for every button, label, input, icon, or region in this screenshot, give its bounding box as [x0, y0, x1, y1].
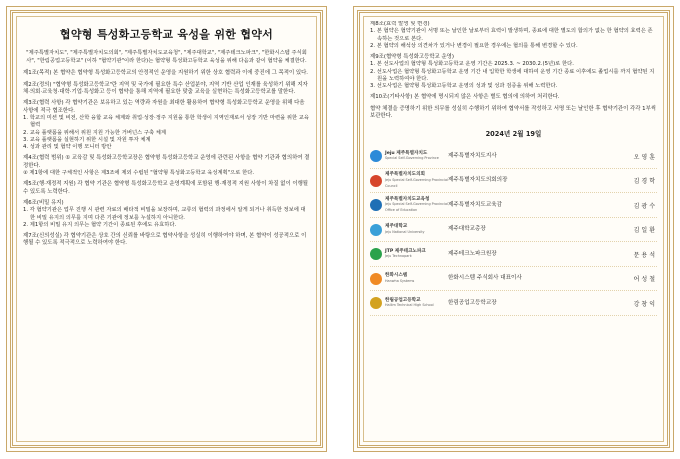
article-item: 3. 선도사업은 협약형 특성화고등학교 운영의 성과 및 성과 검증을 위해 노력한다.: [370, 83, 558, 90]
article-item: 2. 교육 플랫폼을 위해서 위원 지원 가능한 거버넌스 구축 체계: [23, 129, 167, 136]
logo-subtitle: Hanwha Systems: [385, 278, 415, 283]
signature-block: [370, 144, 657, 316]
article-text: 제3조(협력 사항) 각 협약기관은 보유하고 있는 역량과 자원을 최대한 활용하여 협약형 특성화고등학교 운영을 위해 다음 사항에 적극 협조한다.: [23, 100, 305, 114]
signatory-title: 한림공업고등학교장: [448, 299, 497, 306]
article: [23, 155, 310, 177]
article-text: 제7조(신의성실) 각 협약기관은 상호 간의 신뢰를 바탕으로 협약사항을 성실히 이행하여야 하며, 본 협약이 성공적으로 이행될 수 있도록 적극적으로 노력하여야 한다.: [23, 233, 307, 247]
article-item: 4. 성과 관리 및 협약 이행 모니터 방안: [23, 144, 112, 151]
institution-logo: [370, 224, 448, 236]
logo-name: JTP 제주테크노파크: [385, 248, 426, 254]
logo-text: [385, 197, 448, 214]
logo-name: Jeju 제주특별자치도: [385, 150, 428, 156]
article: [370, 94, 657, 101]
article-text: 제4조(협력 범위) ① 교육감 및 특성화고등학교장은 협약형 특성화고등학교 운영에 관련된 사항을 협약 기관과 협의하여 결정한다.: [23, 155, 310, 169]
article-text: 제1조(목적) 본 협약은 협약형 특성화고등학교의 안정적인 운영을 지원하기 위한 상호 협력과 이에 중진에 그 목적이 있다.: [23, 70, 309, 77]
signatory-name: 김광수: [633, 202, 657, 210]
logo-name: 제주특별자치도교육청: [385, 196, 430, 202]
signatory-title: 제주대학교총장: [448, 226, 486, 233]
signatory-name: 오영훈: [633, 153, 657, 161]
article-items: [23, 207, 310, 229]
article: [370, 54, 657, 90]
signatory-title: 제주특별자치도의회의장: [448, 177, 508, 184]
institution-logo: [370, 273, 448, 285]
intro-paragraph: "제주특별자치도", "제주특별자치도의회", "제주특별자치도교육청", "제주대학교", "제주테크노파크", "한화시스템 주식회사", "한림공업고등학교" (이하 "협약기관"이라 한다)는 협약형 특성화고등학교 육성을 위해 다음과 같이 협약을 체결한다.: [26, 50, 307, 64]
signatory-row: [370, 144, 657, 169]
institution-logo: [370, 197, 448, 214]
article-text: 제10조(기타사항) 본 협약에 명시되지 않은 사항은 별도 협의에 의하여 처리한다.: [370, 94, 560, 101]
logo-text: [385, 249, 426, 260]
logo-text: [385, 298, 434, 309]
article-item: 1. 학교의 미션 및 비전, 산학 융합 교육 체계와 취업·성장·정주 지원을 통한 학생이 지역인재로서 성장 기반 마련을 위한 교육 협력: [23, 115, 310, 129]
signatory-title: 한화시스템 주식회사 대표이사: [448, 275, 522, 282]
article-item: 3. 교육 플랫폼을 실현하기 위한 시설 및 자원 투자 체계: [23, 136, 151, 143]
article-text: 제6조(비밀 유지): [23, 200, 64, 207]
signing-date: 2024년 2월 19일: [485, 130, 542, 139]
signatory-title: 제주특별자치도지사: [448, 152, 497, 159]
article-item: 2. 제1항의 비밀 유지 의무는 협약 기간이 종료된 후에도 유효하다.: [23, 221, 177, 228]
logo-text: [385, 172, 448, 189]
article: [23, 70, 310, 77]
logo-subtitle: Jeju Technopark: [385, 254, 412, 259]
logo-emblem-icon: [370, 224, 382, 236]
agreement-page-2: [353, 6, 674, 452]
logo-emblem-icon: [370, 175, 382, 187]
logo-subtitle: Special Self-Governing Province: [385, 156, 439, 161]
article-items: [370, 61, 657, 90]
article-item: 1. 본 협약은 협약기관이 서명 또는 날인한 날로부터 효력이 발생하며, 종료에 대한 별도의 합의가 없는 한 협약의 효력은 존속하는 것으로 본다.: [370, 28, 653, 42]
article: [23, 233, 310, 248]
signatory-name: 김일환: [633, 227, 657, 235]
article: [23, 82, 310, 97]
logo-text: [385, 224, 425, 235]
logo-emblem-icon: [370, 150, 382, 162]
article-item: 1. 본 선도사업의 협약형 특성화고등학교 운영 기간은 2025.3. ~ 2030.2.(5년)로 한다.: [370, 61, 574, 68]
article: [23, 200, 310, 229]
article-item: 2. 선도사업은 협약형 특성화고등학교 운영 기간 내 입학한 학생에 대하여 운영 기간 종료 이후에도 졸업시를 까지 협약된 지원을 노력하여야 한다.: [370, 68, 655, 82]
signatory-name: 어성철: [633, 276, 657, 284]
logo-emblem-icon: [370, 199, 382, 211]
signatory-row: [370, 242, 657, 267]
articles-list: [370, 21, 657, 120]
signatory-row: [370, 291, 657, 316]
article-text: 제8조(효력 발생 및 변경): [370, 21, 430, 27]
article-text: 제9조(협약형 특성화고등학교 운영): [370, 54, 454, 61]
article-item: ② 제1항에 대한 구체적인 사항은 제3조에 제외 수립된 "협약형 특성화고등학교 육성계획"으로 한다.: [23, 170, 255, 177]
logo-subtitle: Jeju National University: [385, 229, 425, 234]
page-2-content: [370, 21, 657, 439]
article-item: 1. 각 협약기관은 업무 진행 시 관련 자료의 배타적 비밀을 보장하며, 교류의 협력의 과정에서 알게 되거나 취득한 정보에 대한 비밀 유지의 의무를 지며 다른 기관에 정보를 누설하지 아니한다.: [23, 207, 306, 221]
logo-name: 제주특별자치도의회: [385, 172, 425, 178]
institution-logo: [370, 172, 448, 189]
logo-name: 한화시스템: [385, 273, 408, 279]
signatory-name: 김경학: [633, 178, 657, 186]
signatory-name: 문용석: [633, 251, 657, 259]
logo-emblem-icon: [370, 297, 382, 309]
logo-subtitle: Jeju Special Self-Governing Provincial Office of Education: [385, 202, 448, 212]
logo-emblem-icon: [370, 273, 382, 285]
page-1-content: [23, 21, 310, 439]
logo-subtitle: Hallim Technical High School: [385, 303, 434, 308]
institution-logo: [370, 297, 448, 309]
article-items: [23, 115, 310, 151]
article: [23, 100, 310, 151]
article: [23, 181, 310, 196]
signatory-row: [370, 169, 657, 194]
logo-text: [385, 273, 414, 284]
signatory-row: [370, 218, 657, 243]
logo-name: 제주대학교: [385, 224, 408, 230]
logo-subtitle: Jeju Special Self-Governing Provincial Council: [385, 177, 448, 188]
signatory-row: [370, 193, 657, 218]
article-items: [370, 28, 657, 50]
logo-text: [385, 151, 439, 162]
article: [370, 21, 657, 50]
signatory-row: [370, 267, 657, 292]
signatory-title: 제주테크노파크원장: [448, 250, 497, 257]
institution-logo: [370, 248, 448, 260]
article-text: 협약 체결을 증명하기 위한 의무를 성실히 수행하기 위하여 협약서를 작성하고 서명 또는 날인한 후 협약기관이 각각 1부씩 보관한다.: [370, 105, 657, 120]
articles-list: [23, 70, 310, 248]
document-title: 협약형 특성화고등학교 육성을 위한 협약서: [59, 28, 274, 41]
article-item: 2. 본 협약의 해석상 의견차가 있거나 변경이 필요한 경우에는 협의를 통해 변경할 수 있다.: [370, 42, 578, 49]
article: [370, 106, 657, 121]
article-text: 제2조(정의) "협약형 특성화고등학교"란 지역 및 국가에 필요한 특수 산업분야, 지역 기반 산업 인재를 육성하기 위해 지자체·의회·교육청·대학·기업·특성화고 등이 협약을 통해 지역에 필요한 맞춤 교육을 실현하는 특성화고등학교를 말한다.: [23, 81, 308, 95]
signatory-title: 제주특별자치도교육감: [448, 201, 503, 208]
logo-name: 한림공업고등학교: [385, 297, 421, 303]
agreement-page-1: [6, 6, 327, 452]
institution-logo: [370, 150, 448, 162]
article-text: 제5조(행·재정적 지원) 각 협약 기관은 협약형 특성화고등학교 운영계획에 포함된 행·재정적 지원 사항이 차질 없이 이행될 수 있도록 노력한다.: [23, 181, 309, 195]
logo-emblem-icon: [370, 248, 382, 260]
signatory-name: 강창익: [633, 300, 657, 308]
article-items: [23, 170, 310, 177]
